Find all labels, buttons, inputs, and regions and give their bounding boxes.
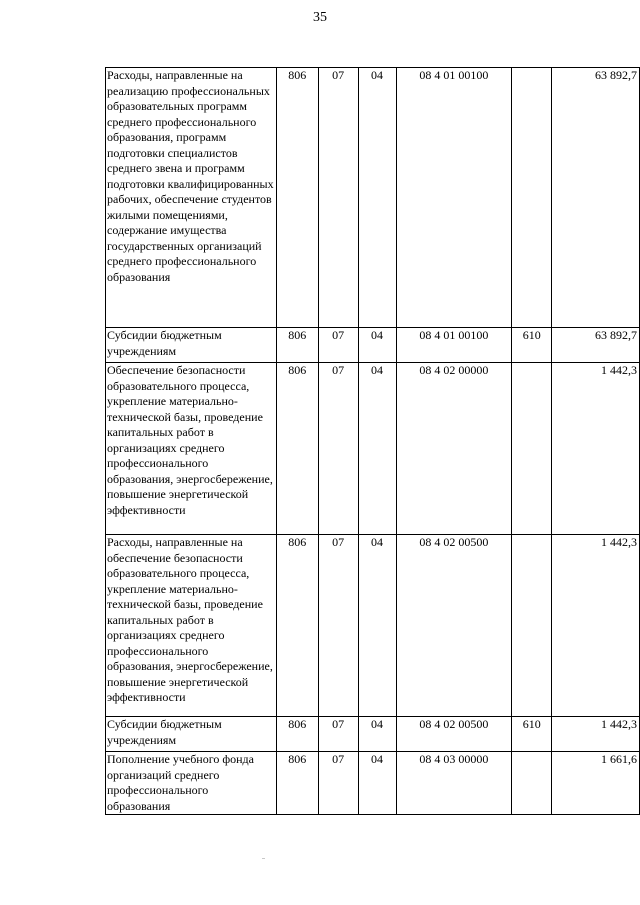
page-number: 35: [313, 10, 327, 25]
subsection-code-cell: 04: [358, 328, 396, 363]
ministry-code-cell: 806: [276, 752, 318, 815]
expense-type-cell: 610: [512, 717, 552, 752]
section-code-cell: 07: [318, 752, 358, 815]
section-code-cell: 07: [318, 363, 358, 535]
row-name-cell: Субсидии бюджетным учреждениям: [106, 328, 277, 363]
expense-type-cell: [512, 68, 552, 328]
amount-cell: 63 892,7: [552, 68, 640, 328]
subsection-code-cell: 04: [358, 752, 396, 815]
budget-table: [105, 67, 640, 815]
row-name-cell: Расходы, направленные на реализацию профессиональных образовательных программ среднего профессионального образования, программ подготовки специалистов среднего звена и программ подготовки квалифицированных рабочих, обеспечение студентов жилыми помещениями, содержание имущества государственных организаций среднего профессионального образования: [106, 68, 277, 328]
ministry-code-cell: 806: [276, 717, 318, 752]
amount-cell: 1 442,3: [552, 535, 640, 717]
ministry-code-cell: 806: [276, 363, 318, 535]
amount-cell: 1 442,3: [552, 717, 640, 752]
subsection-code-cell: 04: [358, 363, 396, 535]
ministry-code-cell: 806: [276, 68, 318, 328]
table-row: [106, 717, 640, 752]
scan-speck: [262, 858, 265, 859]
table-body: [106, 68, 640, 815]
table-row: [106, 752, 640, 815]
table-row: [106, 363, 640, 535]
expense-type-cell: [512, 535, 552, 717]
section-code-cell: 07: [318, 68, 358, 328]
target-article-cell: 08 4 02 00000: [396, 363, 512, 535]
target-article-cell: 08 4 03 00000: [396, 752, 512, 815]
section-code-cell: 07: [318, 717, 358, 752]
target-article-cell: 08 4 02 00500: [396, 717, 512, 752]
ministry-code-cell: 806: [276, 328, 318, 363]
expense-type-cell: [512, 752, 552, 815]
subsection-code-cell: 04: [358, 68, 396, 328]
target-article-cell: 08 4 01 00100: [396, 68, 512, 328]
row-name-cell: Субсидии бюджетным учреждениям: [106, 717, 277, 752]
subsection-code-cell: 04: [358, 717, 396, 752]
amount-cell: 1 442,3: [552, 363, 640, 535]
table-row: [106, 535, 640, 717]
subsection-code-cell: 04: [358, 535, 396, 717]
amount-cell: 1 661,6: [552, 752, 640, 815]
expense-type-cell: [512, 363, 552, 535]
ministry-code-cell: 806: [276, 535, 318, 717]
row-name-cell: Обеспечение безопасности образовательного процесса, укрепление материально-технической базы, проведение капитальных работ в организациях среднего профессионального образования, энергосбережение, повышение энергетической эффективности: [106, 363, 277, 535]
table-row: [106, 68, 640, 328]
amount-cell: 63 892,7: [552, 328, 640, 363]
target-article-cell: 08 4 02 00500: [396, 535, 512, 717]
section-code-cell: 07: [318, 328, 358, 363]
row-name-cell: Расходы, направленные на обеспечение безопасности образовательного процесса, укрепление материально-технической базы, проведение капитальных работ в организациях среднего профессионального образования, энергосбережение, повышение энергетической эффективности: [106, 535, 277, 717]
expense-type-cell: 610: [512, 328, 552, 363]
target-article-cell: 08 4 01 00100: [396, 328, 512, 363]
row-name-cell: Пополнение учебного фонда организаций среднего профессионального образования: [106, 752, 277, 815]
section-code-cell: 07: [318, 535, 358, 717]
table-row: [106, 328, 640, 363]
